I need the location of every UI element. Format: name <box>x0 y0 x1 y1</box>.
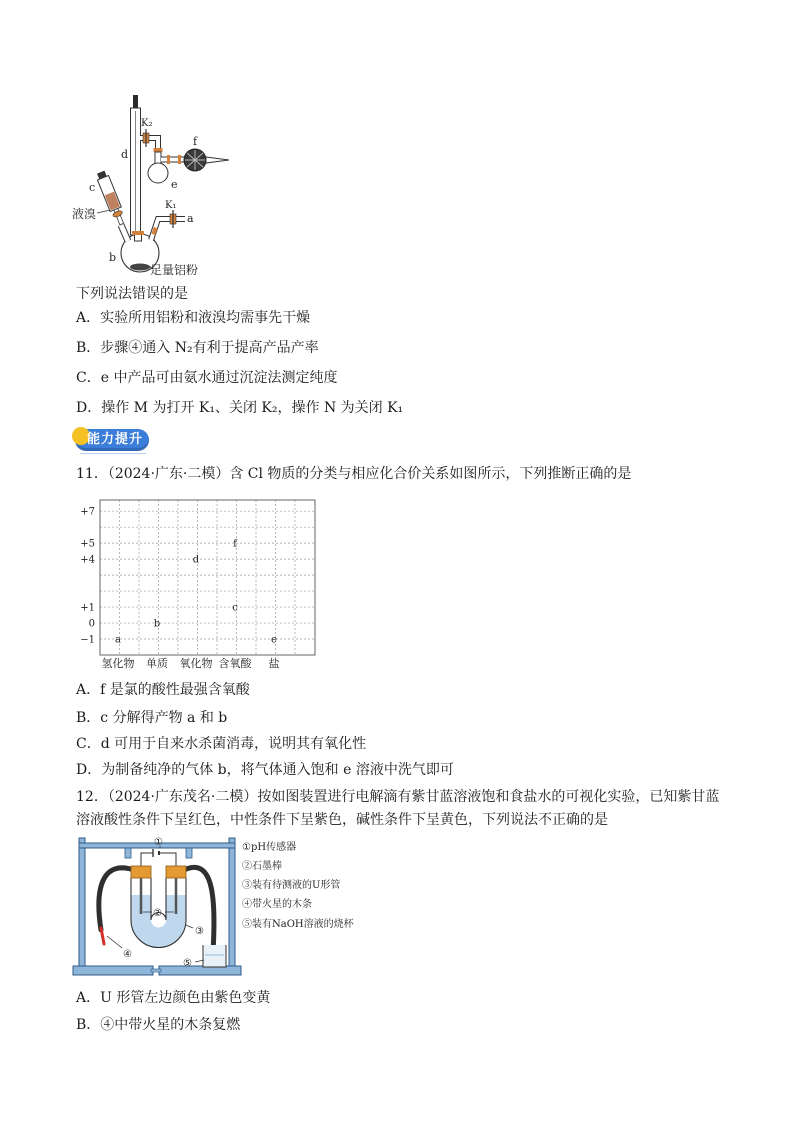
q10-option-c: C．e 中产品可由氨水通过沉淀法测定纯度 <box>76 370 338 386</box>
point-f: f <box>233 538 237 550</box>
flask-e-neck <box>155 152 161 164</box>
legend-item-5: ⑤装有NaOH溶液的烧杯 <box>242 919 354 930</box>
x-category-label: 氢化物 <box>101 657 135 670</box>
naoh-beaker <box>203 945 226 967</box>
electrolysis-apparatus-diagram <box>0 830 370 990</box>
q10-option-d: D．操作 M 为打开 K₁、关闭 K₂，操作 N 为关闭 K₁ <box>76 400 404 416</box>
q11-option-a: A．f 是氯的酸性最强含氧酸 <box>76 682 250 698</box>
label-f: f <box>193 135 198 148</box>
y-tick-label: +1 <box>80 602 95 614</box>
q11-valence-chart <box>60 495 330 675</box>
drying-tube-outlet <box>206 157 229 163</box>
q12-option-a: A．U 形管左边颜色由紫色变黄 <box>76 990 271 1006</box>
e-to-f-connector-2 <box>178 155 181 164</box>
marker-4-arrow <box>107 936 122 948</box>
q11-stem: 11．（2024·广东·二模）含 Cl 物质的分类与相应化合价关系如图所示，下列推断正确的是 <box>76 466 632 482</box>
section-badge <box>75 429 149 451</box>
point-b: b <box>153 618 161 630</box>
q12-option-b: B．④中带火星的木条复燃 <box>76 1017 241 1033</box>
right-stopper <box>166 866 186 878</box>
marker-3-arrow <box>186 925 193 928</box>
flask-b-center-connector <box>132 231 144 235</box>
marker-4: ④ <box>123 949 132 960</box>
legend-item-2: ②石墨棒 <box>242 861 282 872</box>
q10-option-a: A．实验所用铝粉和液溴均需事先干燥 <box>76 310 311 326</box>
x-category-label: 单质 <box>146 657 168 670</box>
stand-rod-left <box>79 838 85 966</box>
point-e: e <box>271 634 277 646</box>
condenser-top-plug <box>133 95 138 109</box>
y-tick-label: +7 <box>80 506 95 518</box>
marker-2: ② <box>153 908 162 919</box>
y-tick-label: 0 <box>88 618 95 630</box>
label-al-powder: 足量铝粉 <box>150 263 199 277</box>
label-a: a <box>187 212 194 225</box>
q10-option-b: B．步骤④通入 N₂有利于提高产品产率 <box>76 340 319 356</box>
legend-item-4: ④带火星的木条 <box>242 899 312 910</box>
clamp-left <box>125 848 131 858</box>
q11-option-b: B．c 分解得产物 a 和 b <box>76 710 228 726</box>
right-sensor-cable <box>184 867 214 952</box>
label-e: e <box>171 178 178 191</box>
y-tick-label: −1 <box>80 634 95 646</box>
stand-base-joint <box>151 969 161 972</box>
q10-prompt: 下列说法错误的是 <box>76 286 188 302</box>
q12-stem-line-2: 溶液酸性条件下呈红色，中性条件下呈紫色，碱性条件下呈黄色，下列说法不正确的是 <box>76 812 608 828</box>
stand-base-left <box>73 966 153 975</box>
left-neck <box>121 225 128 241</box>
q12-stem-line-1: 12．（2024·广东茂名·二模）按如图装置进行电解滴有紫甘蓝溶液饱和食盐水的可视化实验，已知紫甘蓝 <box>76 789 720 805</box>
left-sensor-cable <box>99 868 134 930</box>
label-c: c <box>89 181 96 194</box>
label-k1: K₁ <box>165 200 177 211</box>
flask-e <box>148 163 168 183</box>
label-d: d <box>121 148 129 161</box>
label-k2: K₂ <box>141 118 153 129</box>
badge-underline <box>80 453 146 454</box>
bromination-apparatus-diagram <box>0 0 260 285</box>
q11-option-c: C．d 可用于自来水杀菌消毒，说明其有氧化性 <box>76 736 367 752</box>
q11-option-d: D．为制备纯净的气体 b，将气体通入饱和 e 溶液中洗气即可 <box>76 762 454 778</box>
y-tick-label: +4 <box>80 554 95 566</box>
marker-5: ⑤ <box>183 958 192 969</box>
stand-rod-right <box>229 838 235 966</box>
clamp-right <box>186 848 192 858</box>
glowing-splint-tip <box>101 928 104 944</box>
point-c: c <box>232 602 238 614</box>
plot-frame <box>100 500 315 655</box>
flask-e-connector <box>154 148 163 152</box>
label-liquid-bromine: 液溴 <box>72 207 97 221</box>
left-stopper <box>131 866 151 878</box>
dropping-funnel-c <box>95 170 127 226</box>
marker-3: ③ <box>195 926 204 937</box>
y-tick-label: +5 <box>80 538 95 550</box>
x-category-label: 盐 <box>268 657 280 670</box>
point-d: d <box>192 554 200 566</box>
funnel-stopcock <box>112 210 123 218</box>
e-to-f-connector-1 <box>167 155 170 164</box>
bromine-leader <box>97 210 110 213</box>
stand-base-right <box>159 966 241 975</box>
point-a: a <box>115 634 121 646</box>
legend-item-3: ③装有待测液的U形管 <box>242 880 341 891</box>
section-badge-label: 能力提升 <box>87 432 144 447</box>
x-category-label: 氧化物 <box>179 657 213 670</box>
legend-item-1: ①pH传感器 <box>242 842 297 853</box>
marker-1: ① <box>154 837 163 848</box>
aluminium-powder <box>130 264 150 271</box>
x-category-label: 含氧酸 <box>218 657 252 670</box>
label-b: b <box>109 251 117 264</box>
